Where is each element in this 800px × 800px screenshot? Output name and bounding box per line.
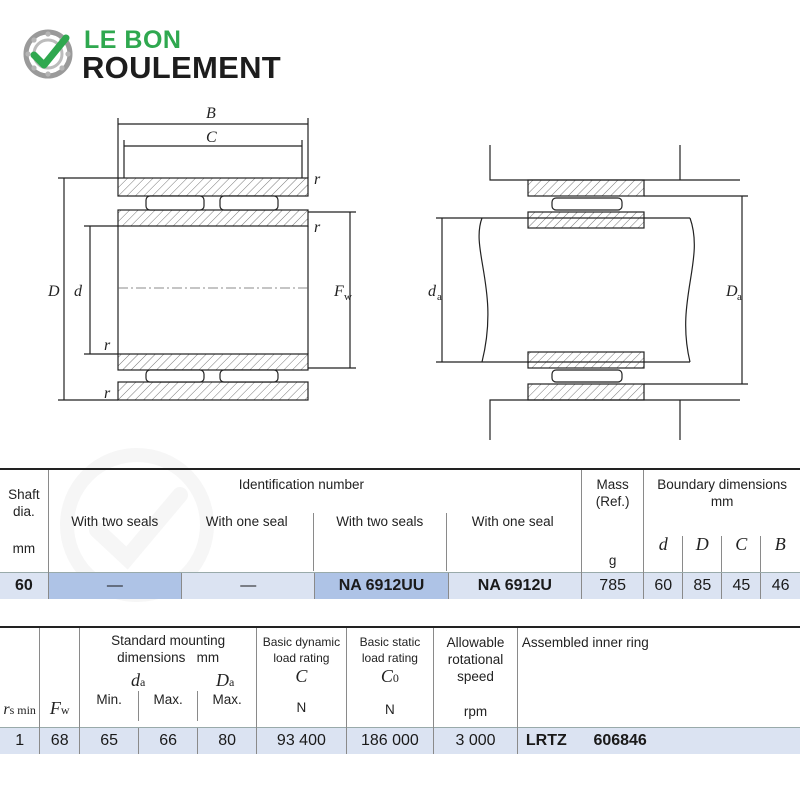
da-min-value: 65: [80, 727, 139, 754]
with-one-seal-value-2: NA 6912U: [448, 573, 581, 600]
D-value: 85: [683, 573, 722, 600]
identification-number-header: Identification number With two seals With one seal With two seals With one seal: [48, 469, 581, 573]
label-Fw-sub: w: [344, 291, 352, 303]
mass-value: 785: [582, 573, 644, 600]
label-D: D: [48, 283, 60, 300]
label-C: C: [206, 129, 217, 146]
Da-max-value: 80: [198, 727, 257, 754]
label-r-3: r: [104, 337, 111, 354]
fw-value: 68: [40, 727, 80, 754]
shaft-dia-header: Shaft dia. mm: [8, 486, 40, 556]
label-B: B: [206, 105, 216, 122]
logo-text-line2: ROULEMENT: [82, 50, 282, 85]
dynamic-load-header: Basic dynamic load rating C N: [257, 627, 347, 727]
C-value: 45: [722, 573, 761, 600]
da-max-value: 66: [139, 727, 198, 754]
label-r-1: r: [314, 171, 321, 188]
fw-header: Fw: [40, 627, 80, 727]
table-row: [0, 727, 800, 754]
logo-text-line1: LE BON: [84, 26, 182, 54]
label-r-4: r: [104, 385, 111, 402]
rs-min-header: rs min: [3, 700, 36, 718]
d-value: 60: [644, 573, 683, 600]
inner-ring-value: LRTZ 606846: [517, 727, 800, 754]
brand-logo: [22, 24, 302, 84]
label-da-sub: a: [437, 291, 442, 303]
static-load-header: Basic static load rating C0 N: [346, 627, 433, 727]
label-d: d: [74, 283, 82, 300]
rs-value: 1: [0, 727, 40, 754]
B-value: 46: [761, 573, 800, 600]
table-row: [0, 573, 800, 600]
with-one-seal-header-2: With one seal: [446, 513, 579, 571]
speed-value: 3 000: [434, 727, 518, 754]
mass-header: Mass (Ref.) g: [582, 469, 644, 573]
bearing-drawing: [0, 95, 800, 445]
with-two-seals-header-1: With two seals: [71, 514, 159, 529]
static-load-value: 186 000: [346, 727, 433, 754]
with-one-seal-header-1: With one seal: [205, 514, 288, 529]
inner-ring-header: Assembled inner ring: [517, 627, 800, 727]
standard-mounting-header: Standard mounting dimensions mm da Da Min. Max. Max.: [80, 627, 257, 727]
identification-table: [0, 468, 800, 599]
with-one-seal-value-1: —: [182, 573, 315, 600]
allowable-speed-header: Allowable rotational speed rpm: [434, 627, 518, 727]
boundary-dimensions-header: Boundary dimensions mm d D C B: [644, 469, 800, 573]
with-two-seals-value-1: —: [48, 573, 181, 600]
with-two-seals-value-2: NA 6912UU: [315, 573, 448, 600]
label-Fw: F: [334, 283, 344, 300]
shaft-dia-value: 60: [0, 573, 48, 600]
label-r-2: r: [314, 219, 321, 236]
bearing-check-icon: [22, 28, 74, 80]
with-two-seals-header-2: With two seals: [313, 513, 446, 571]
mounting-table: [0, 626, 800, 754]
label-Da: D: [726, 283, 738, 300]
label-da: d: [428, 283, 436, 300]
label-Da-sub: a: [737, 291, 742, 303]
dynamic-load-value: 93 400: [257, 727, 347, 754]
